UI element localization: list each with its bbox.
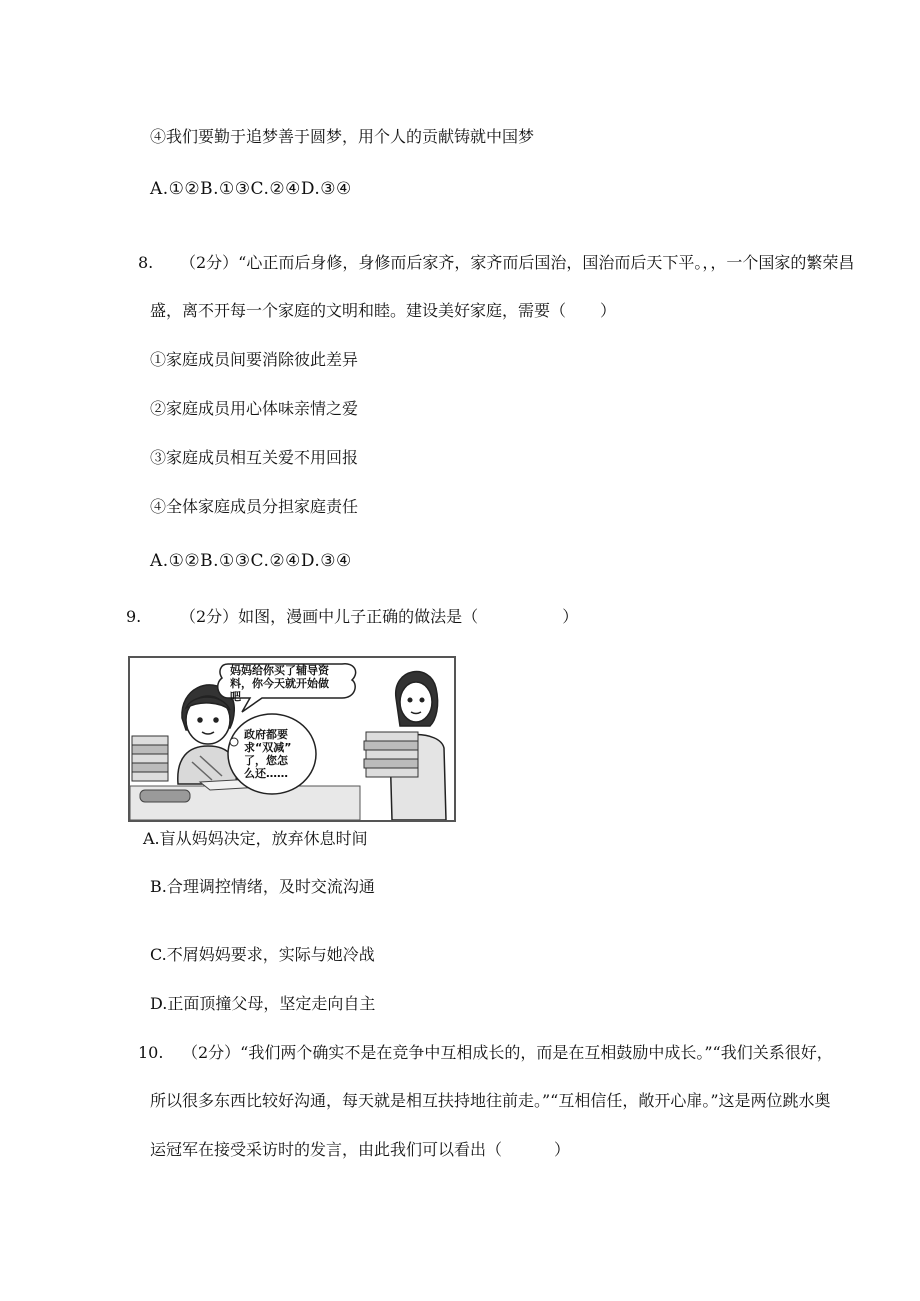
q9-option-d: D.正面顶撞父母，坚定走向自主: [150, 994, 376, 1013]
q8-number: 8.: [138, 253, 154, 272]
q8-statement-4: ④全体家庭成员分担家庭责任: [150, 497, 359, 516]
mom-bubble-text: 妈妈给你买了辅导资 料，你今天就开始做 吧: [230, 664, 329, 703]
q8-statement-2: ②家庭成员用心体味亲情之爱: [150, 399, 359, 418]
q8-stem-line-2-text: 盛，离不开每一个家庭的文明和睦。建设美好家庭，需要（: [150, 301, 567, 320]
q9-option-c: C.不屑妈妈要求，实际与她冷战: [150, 945, 375, 964]
q9-option-b: B.合理调控情绪，及时交流沟通: [150, 877, 375, 896]
son-figure: [178, 685, 237, 784]
q9-number: 9.: [126, 607, 142, 626]
q7-statement-4: ④我们要勤于追梦善于圆梦，用个人的贡献铸就中国梦: [150, 127, 535, 146]
q8-stem-close: ）: [600, 301, 617, 320]
q8-answer-options: A.①②B.①③C.②④D.③④: [150, 551, 352, 571]
q9-comic-image: [128, 656, 456, 822]
q10-stem-line-3: [150, 1139, 570, 1161]
q9-stem-text: （2分）如图，漫画中儿子正确的做法是（: [180, 607, 479, 626]
mom-book-stack: [364, 732, 418, 777]
q8-stem-line-1: （2分）“心正而后身修，身修而后家齐，家齐而后国治，国治而后天下平。，，一个国家的繁荣昌: [180, 253, 855, 272]
thought-dot: [230, 738, 238, 746]
q8-statement-3: ③家庭成员相互关爱不用回报: [150, 448, 359, 467]
desk-item: [140, 790, 190, 802]
son-bubble-text: 政府都要 求“双减” 了，您怎 么还……: [244, 728, 292, 780]
q7-answer-options: A.①②B.①③C.②④D.③④: [150, 179, 352, 199]
q9-stem: [180, 606, 578, 628]
q10-number: 10.: [138, 1043, 164, 1062]
q10-stem-line-1: （2分）“我们两个确实不是在竞争中互相成长的，而是在互相鼓励中成长。”“我们关系很好，: [182, 1043, 833, 1062]
left-book-stack: [132, 736, 168, 781]
q10-stem-close: ）: [554, 1140, 571, 1159]
q10-stem-line-3-text: 运冠军在接受采访时的发言，由此我们可以看出（: [150, 1140, 503, 1159]
q9-option-a: A.盲从妈妈决定，放弃休息时间: [143, 829, 368, 848]
q10-stem-line-2: 所以很多东西比较好沟通，每天就是相互扶持地往前走。”“互相信任，敞开心扉。”这是两位跳水奥: [150, 1091, 831, 1110]
q8-stem-line-2: [150, 300, 616, 322]
q8-statement-1: ①家庭成员间要消除彼此差异: [150, 350, 359, 369]
q9-stem-close: ）: [562, 607, 579, 626]
